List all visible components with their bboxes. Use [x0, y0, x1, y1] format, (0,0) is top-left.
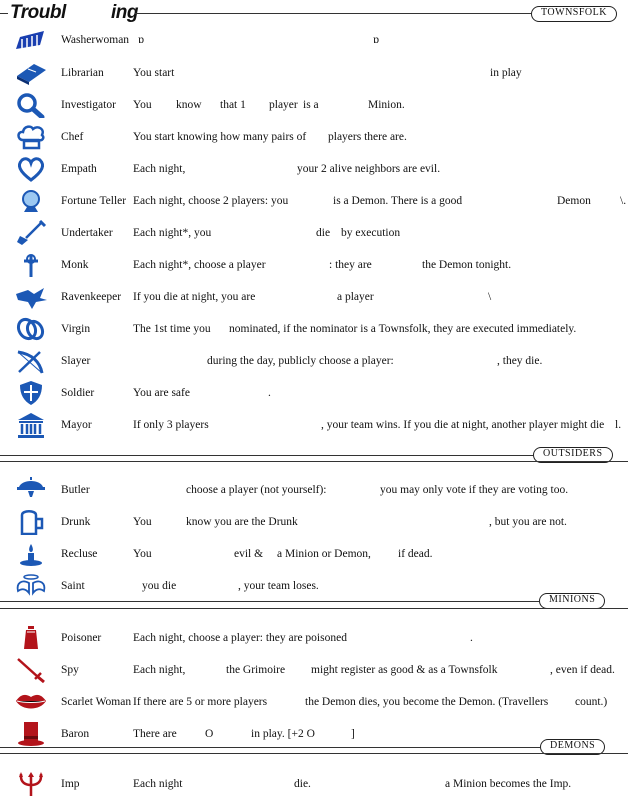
raven-icon [14, 284, 48, 310]
ability-text-fragment: , they die. [497, 355, 543, 367]
ability-text-fragment: during the day, publicly choose a player: [207, 355, 394, 367]
temple-icon [14, 412, 48, 438]
ability-text-fragment: Each night, choose 2 players: you [133, 195, 289, 207]
character-row [0, 121, 628, 153]
character-name: Mayor [61, 419, 92, 431]
section-label-townsfolk: TOWNSFOLK [531, 6, 617, 22]
ability-text-fragment: . [470, 632, 473, 644]
ability-text-fragment: know [176, 99, 202, 111]
ability-text-fragment: might register as good & as a Townsfolk [311, 664, 498, 676]
character-name: Librarian [61, 67, 104, 79]
washerwoman-icon [14, 27, 48, 53]
ability-text-fragment: Each night, choose a player: they are poisoned [133, 632, 347, 644]
divider-demons-lower [0, 753, 628, 754]
character-row [0, 654, 628, 686]
character-name: Washerwoman [61, 34, 130, 46]
rings-icon [14, 316, 48, 342]
chef-hat-icon [14, 124, 48, 150]
ability-text-fragment: count.) [575, 696, 608, 708]
heart-icon [14, 156, 48, 182]
character-name: Scarlet Woman [61, 696, 132, 708]
ability-text-fragment: player [269, 99, 298, 111]
character-name: Investigator [61, 99, 116, 111]
section-label-minions: MINIONS [539, 593, 605, 609]
ability-text-fragment: die [316, 227, 331, 239]
script-title-part-1: Troubl [10, 2, 66, 23]
ability-text-fragment: , your team wins. If you die at night, another player might die [321, 419, 605, 431]
dagger-icon [14, 657, 48, 683]
halo-wings-icon [14, 573, 48, 599]
ability-text-fragment: a Minion becomes the Imp. [445, 778, 572, 790]
ability-text-fragment: die. [294, 778, 311, 790]
character-name: Fortune Teller [61, 195, 127, 207]
section-label-outsiders: OUTSIDERS [533, 447, 613, 463]
ability-text-fragment: is a Demon. There is a good [333, 195, 463, 207]
character-name: Recluse [61, 548, 98, 560]
ability-text-fragment: The 1st time you [133, 323, 211, 335]
magnifier-icon [14, 92, 48, 118]
ability-text-fragment: \ [488, 291, 492, 303]
ability-text-fragment: If there are 5 or more players [133, 696, 268, 708]
character-name: Spy [61, 664, 79, 676]
divider-outsiders-lower [0, 461, 628, 462]
character-name: Monk [61, 259, 89, 271]
ability-text-fragment: You [133, 548, 152, 560]
character-row [0, 409, 628, 441]
crossbow-icon [14, 348, 48, 374]
character-row [0, 474, 628, 506]
ability-text-fragment: evil & [234, 548, 264, 560]
ability-text-fragment: that 1 [220, 99, 246, 111]
ability-text-fragment: ɒ [373, 34, 380, 46]
ability-text-fragment: Each night*, you [133, 227, 212, 239]
ability-text-fragment: choose a player (not yourself): [186, 484, 327, 496]
ability-text-fragment: nominated, if the nominator is a Townsfolk, they are executed immediately. [229, 323, 577, 335]
ability-text-fragment: your 2 alive neighbors are evil. [297, 163, 441, 175]
character-row [0, 345, 628, 377]
ability-text-fragment: the Demon tonight. [422, 259, 512, 271]
top-hat-icon [14, 721, 48, 747]
ability-text-fragment: the Demon dies, you become the Demon. (Travellers [305, 696, 549, 708]
ability-text-fragment: Each night, [133, 163, 186, 175]
character-row [0, 185, 628, 217]
ability-text-fragment: , your team loses. [238, 580, 319, 592]
ability-text-fragment: You are safe [133, 387, 190, 399]
ability-text-fragment: , even if dead. [550, 664, 615, 676]
character-row [0, 249, 628, 281]
title-rule [135, 13, 531, 14]
character-row [0, 313, 628, 345]
character-name: Ravenkeeper [61, 291, 122, 303]
shovel-icon [14, 220, 48, 246]
ability-text-fragment: If you die at night, you are [133, 291, 256, 303]
ability-text-fragment: , but you are not. [489, 516, 567, 528]
character-row [0, 686, 628, 718]
section-label-demons: DEMONS [540, 739, 605, 755]
ability-text-fragment: ] [351, 728, 355, 740]
divider-minions-lower [0, 608, 628, 609]
ability-text-fragment: Each night*, choose a player [133, 259, 266, 271]
character-row [0, 570, 628, 602]
character-name: Imp [61, 778, 80, 790]
character-row [0, 377, 628, 409]
ability-text-fragment: Minion. [368, 99, 405, 111]
ability-text-fragment: Demon [557, 195, 591, 207]
character-row [0, 153, 628, 185]
ability-text-fragment: : they are [329, 259, 372, 271]
ability-text-fragment: You start [133, 67, 175, 79]
character-row [0, 281, 628, 313]
ability-text-fragment: if dead. [398, 548, 433, 560]
script-title-bar [0, 0, 628, 24]
ability-text-fragment: a Minion or Demon, [277, 548, 371, 560]
ability-text-fragment: you die [142, 580, 177, 592]
ability-text-fragment: Each night, [133, 664, 186, 676]
ability-text-fragment: Each night [133, 778, 183, 790]
bell-icon [14, 477, 48, 503]
character-name: Chef [61, 131, 84, 143]
character-name: Empath [61, 163, 97, 175]
shield-icon [14, 380, 48, 406]
character-row [0, 217, 628, 249]
ability-text-fragment: l. [615, 419, 622, 431]
ability-text-fragment: ɒ [138, 34, 145, 46]
cross-icon [14, 252, 48, 278]
ability-text-fragment: players there are. [328, 131, 407, 143]
script-title-part-2: ing [111, 2, 138, 23]
character-name: Poisoner [61, 632, 102, 644]
character-row [0, 506, 628, 538]
character-name: Undertaker [61, 227, 113, 239]
crystal-ball-icon [14, 188, 48, 214]
ability-text-fragment: is a [303, 99, 319, 111]
ability-text-fragment: O [205, 728, 214, 740]
character-name: Virgin [61, 323, 91, 335]
ability-text-fragment: by execution [341, 227, 401, 239]
title-rule-left [0, 13, 8, 14]
character-row [0, 538, 628, 570]
ability-text-fragment: know you are the Drunk [186, 516, 298, 528]
ability-text-fragment: You [133, 516, 152, 528]
ability-text-fragment: . [268, 387, 271, 399]
character-name: Soldier [61, 387, 95, 399]
ability-text-fragment: in play. [+2 O [251, 728, 315, 740]
character-row [0, 24, 628, 56]
character-row [0, 622, 628, 654]
ability-text-fragment: you may only vote if they are voting too. [380, 484, 569, 496]
ability-text-fragment: \. [620, 195, 627, 207]
character-row [0, 89, 628, 121]
character-name: Baron [61, 728, 90, 740]
character-name: Saint [61, 580, 85, 592]
poison-vial-icon [14, 625, 48, 651]
ability-text-fragment: the Grimoire [226, 664, 286, 676]
book-icon [14, 60, 48, 86]
character-name: Slayer [61, 355, 91, 367]
beer-mug-icon [14, 509, 48, 535]
trident-icon [14, 771, 48, 797]
character-name: Butler [61, 484, 90, 496]
character-name: Drunk [61, 516, 91, 528]
ability-text-fragment: You start knowing how many pairs of [133, 131, 307, 143]
divider-outsiders [0, 455, 533, 456]
character-row [0, 718, 628, 750]
lips-icon [14, 689, 48, 715]
character-row [0, 57, 628, 89]
character-row [0, 768, 628, 800]
ability-text-fragment: a player [337, 291, 374, 303]
ability-text-fragment: If only 3 players [133, 419, 209, 431]
candle-icon [14, 541, 48, 567]
ability-text-fragment: There are [133, 728, 177, 740]
ability-text-fragment: You [133, 99, 152, 111]
ability-text-fragment: in play [490, 67, 522, 79]
